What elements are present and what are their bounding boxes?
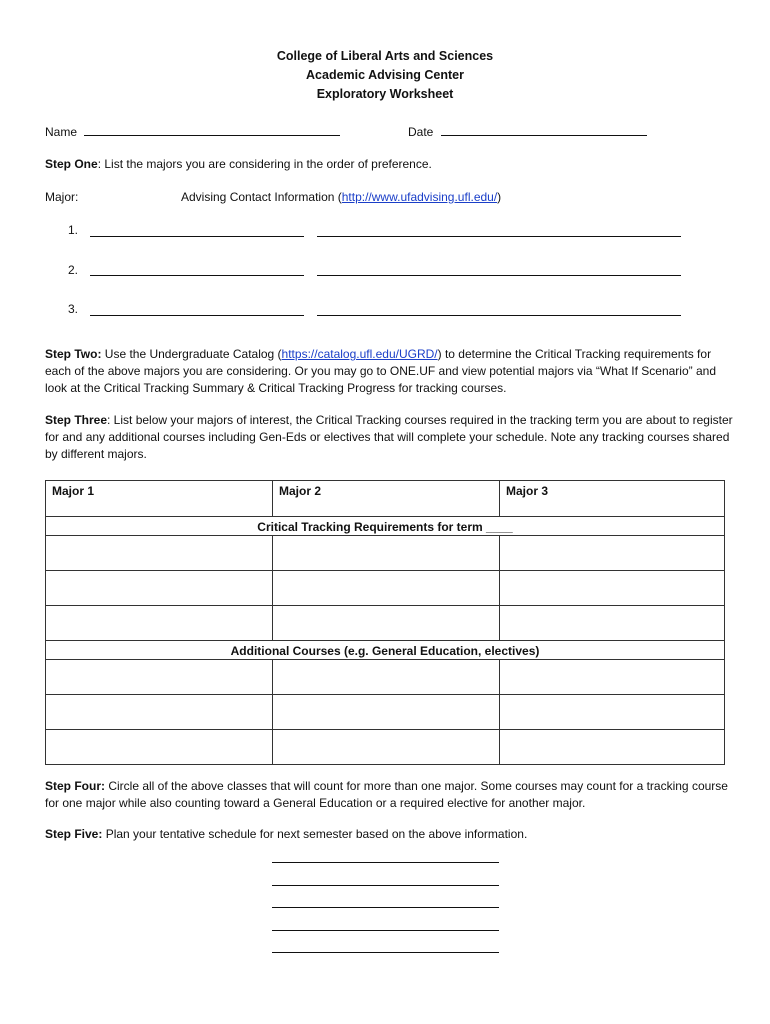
step-two	[45, 346, 735, 397]
schedule-blank-2[interactable]	[272, 885, 499, 886]
table-row	[46, 730, 725, 765]
step-three-label: Step Three	[45, 413, 108, 427]
step-two-text-b: ) to determine the Critical Tracking requirements for each of the above majors you are considering. Or you may go to ONE.UF and view potential majors via “What If Scenario” and look at the Critical Tracking Summary & Critical Tracking Progress for tracking courses.	[45, 347, 716, 395]
column-header-major-3: Major 3	[500, 481, 725, 517]
advising-contact-close: )	[497, 190, 502, 204]
row-number-3: 3.	[67, 302, 78, 316]
step-four-label: Step Four:	[45, 779, 105, 793]
table-header-row	[46, 481, 725, 517]
majors-table	[45, 480, 725, 765]
step-four-text: Circle all of the above classes that will count for more than one major. Some courses may count for a tracking course for one major while also counting toward a General Education or a required elective for another major.	[45, 779, 728, 810]
table-row	[46, 660, 725, 695]
schedule-blank-3[interactable]	[272, 907, 499, 908]
date-field	[408, 124, 647, 139]
schedule-blank-4[interactable]	[272, 930, 499, 931]
ufadvising-link[interactable]: http://www.ufadvising.ufl.edu/	[341, 190, 498, 204]
table-cell[interactable]	[500, 660, 725, 695]
document-title: College of Liberal Arts and Sciences	[276, 49, 494, 63]
step-four	[45, 778, 735, 812]
contact-blank-3[interactable]	[317, 315, 681, 316]
table-row	[46, 571, 725, 606]
step-two-label: Step Two:	[45, 347, 102, 361]
table-cell[interactable]	[46, 606, 273, 641]
contact-blank-1[interactable]	[317, 236, 681, 237]
date-blank[interactable]	[441, 124, 647, 136]
name-field	[45, 124, 340, 139]
table-cell[interactable]	[273, 695, 500, 730]
step-two-text-a: Use the Undergraduate Catalog (	[101, 347, 282, 361]
schedule-blank-1[interactable]	[272, 862, 499, 863]
date-label: Date	[408, 125, 434, 139]
row-number-1: 1.	[67, 223, 78, 237]
contact-blank-2[interactable]	[317, 275, 681, 276]
step-five	[45, 826, 735, 843]
table-cell[interactable]	[46, 730, 273, 765]
document-subtitle: Academic Advising Center	[306, 68, 464, 82]
advising-contact	[181, 190, 501, 204]
major-blank-2[interactable]	[90, 275, 304, 276]
table-cell[interactable]	[46, 660, 273, 695]
column-header-major-1: Major 1	[46, 481, 273, 517]
name-label: Name	[45, 125, 78, 139]
major-blank-3[interactable]	[90, 315, 304, 316]
additional-courses-heading-row	[46, 641, 725, 660]
major-blank-1[interactable]	[90, 236, 304, 237]
worksheet-title: Exploratory Worksheet	[316, 87, 454, 101]
step-one-label: Step One	[45, 157, 98, 171]
table-cell[interactable]	[46, 571, 273, 606]
name-blank[interactable]	[84, 124, 340, 136]
critical-tracking-heading: Critical Tracking Requirements for term ____	[46, 517, 725, 536]
additional-courses-heading: Additional Courses (e.g. General Education, electives)	[46, 641, 725, 660]
step-one	[45, 157, 432, 171]
table-cell[interactable]	[273, 571, 500, 606]
table-row	[46, 695, 725, 730]
table-row	[46, 606, 725, 641]
major-label: Major:	[45, 190, 79, 204]
table-cell[interactable]	[500, 536, 725, 571]
step-three-text: : List below your majors of interest, the Critical Tracking courses required in the tracking term you are about to register for and any additional courses including Gen-Eds or electives that will complete your schedule. Note any tracking courses shared by different majors.	[45, 413, 733, 461]
column-header-major-2: Major 2	[273, 481, 500, 517]
schedule-blank-5[interactable]	[272, 952, 499, 953]
table-cell[interactable]	[500, 730, 725, 765]
table-cell[interactable]	[46, 695, 273, 730]
table-cell[interactable]	[500, 695, 725, 730]
step-three	[45, 412, 735, 463]
table-cell[interactable]	[500, 606, 725, 641]
table-cell[interactable]	[273, 536, 500, 571]
table-row	[46, 536, 725, 571]
critical-tracking-heading-row	[46, 517, 725, 536]
step-one-text: : List the majors you are considering in the order of preference.	[97, 157, 432, 171]
table-cell[interactable]	[273, 730, 500, 765]
table-cell[interactable]	[500, 571, 725, 606]
catalog-link[interactable]: https://catalog.ufl.edu/UGRD/	[281, 347, 438, 361]
step-five-text: Plan your tentative schedule for next semester based on the above information.	[102, 827, 528, 841]
table-cell[interactable]	[46, 536, 273, 571]
table-cell[interactable]	[273, 660, 500, 695]
table-cell[interactable]	[273, 606, 500, 641]
advising-contact-label: Advising Contact Information (	[181, 190, 342, 204]
step-five-label: Step Five:	[45, 827, 103, 841]
row-number-2: 2.	[67, 263, 78, 277]
